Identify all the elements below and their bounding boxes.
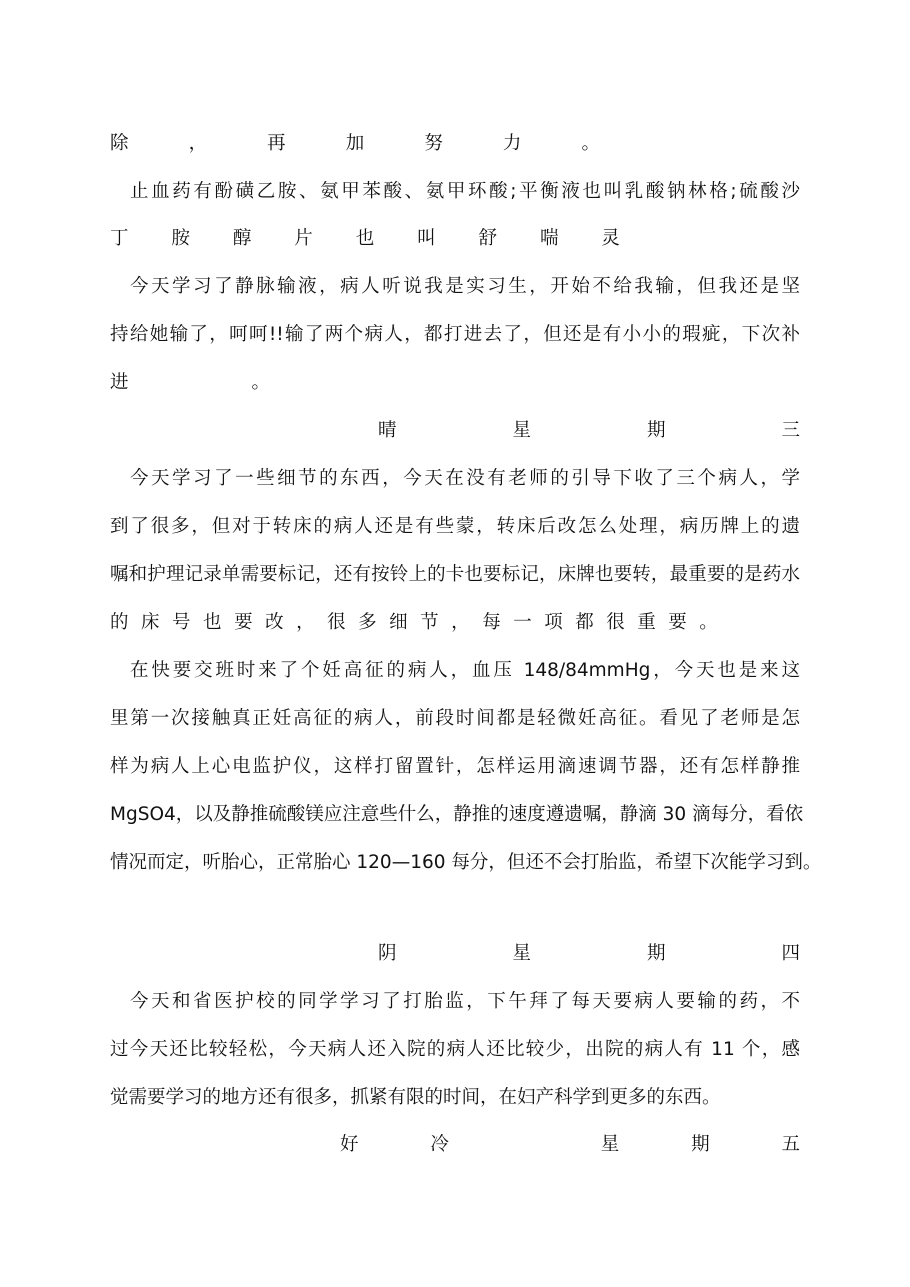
text-line: 过今天还比较轻松，今天病人还入院的病人还比较少，出院的病人有 11 个，感 bbox=[110, 1039, 800, 1060]
char: 叫 bbox=[417, 228, 436, 249]
char: 节 bbox=[420, 612, 439, 633]
char: 。 bbox=[251, 372, 270, 393]
text-line: 在快要交班时来了个妊高征的病人，血压 148/84mmHg，今天也是来这 bbox=[130, 660, 800, 681]
text-line: 今天学习了静脉输液，病人听说我是实习生，开始不给我输，但我还是坚 bbox=[130, 276, 800, 297]
text-line bbox=[110, 603, 718, 643]
char: 力 bbox=[502, 133, 522, 154]
char: 很 bbox=[606, 612, 625, 633]
text-line bbox=[110, 124, 600, 164]
char: 舒 bbox=[478, 228, 498, 249]
char: ， bbox=[451, 612, 470, 633]
date-heading bbox=[378, 411, 800, 451]
char: 。 bbox=[581, 133, 600, 154]
char: ， bbox=[296, 612, 315, 633]
char: 期 bbox=[691, 1134, 710, 1155]
char: 改 bbox=[265, 612, 284, 633]
text-line bbox=[110, 363, 270, 403]
text-line: 今天和省医护校的同学学习了打胎监，下午拜了每天要病人要输的药，不 bbox=[130, 991, 800, 1012]
char: 喘 bbox=[539, 228, 559, 249]
char: 也 bbox=[203, 612, 222, 633]
char: 四 bbox=[781, 943, 800, 964]
char: 项 bbox=[544, 612, 563, 633]
char: 晴 bbox=[378, 420, 397, 441]
text-line: 持给她输了，呵呵!!输了两个病人，都打进去了，但还是有小小的瑕疵，下次补 bbox=[110, 324, 800, 345]
char: 醇 bbox=[232, 228, 252, 249]
char: 都 bbox=[575, 612, 594, 633]
char: 努 bbox=[424, 133, 443, 154]
text-line: 样为病人上心电监护仪，这样打留置针，怎样运用滴速调节器，还有怎样静推 bbox=[110, 756, 800, 777]
char: 重 bbox=[637, 612, 656, 633]
text-line: 止血药有酚磺乙胺、氨甲苯酸、氨甲环酸;平衡液也叫乳酸钠林格;硫酸沙 bbox=[130, 181, 800, 202]
char: 要 bbox=[234, 612, 253, 633]
char: 片 bbox=[294, 228, 313, 249]
char: 每 bbox=[482, 612, 501, 633]
char: 再 bbox=[267, 133, 286, 154]
char: 星 bbox=[600, 1134, 620, 1155]
text-line: 嘱和护理记录单需要标记，还有按铃上的卡也要标记，床牌也要转，最重要的是药水 bbox=[110, 564, 800, 585]
char: 丁 bbox=[110, 228, 129, 249]
date-heading bbox=[340, 1125, 800, 1165]
text-line bbox=[110, 219, 620, 259]
char: 三 bbox=[781, 420, 800, 441]
text-line: 到了很多，但对于转床的病人还是有些蒙，转床后改怎么处理，病历牌上的遗 bbox=[110, 516, 800, 537]
char: ， bbox=[188, 133, 208, 154]
char: 进 bbox=[110, 372, 129, 393]
char: 冷 bbox=[430, 1134, 449, 1155]
char: 好 bbox=[340, 1134, 359, 1155]
char: 的 bbox=[110, 612, 129, 633]
text-line: 情况而定，听胎心，正常胎心 120—160 每分，但还不会打胎监，希望下次能学习到。 bbox=[110, 852, 822, 873]
text-line: 今天学习了一些细节的东西，今天在没有老师的引导下收了三个病人，学 bbox=[130, 468, 800, 489]
char: 床 bbox=[141, 612, 160, 633]
char: 灵 bbox=[601, 228, 620, 249]
char: 星 bbox=[512, 943, 531, 964]
text-line: 里第一次接触真正妊高征的病人，前段时间都是轻微妊高征。看见了老师是怎 bbox=[110, 708, 800, 729]
char: 胺 bbox=[171, 228, 190, 249]
char: 期 bbox=[646, 420, 666, 441]
char: 。 bbox=[699, 612, 718, 633]
char: 多 bbox=[358, 612, 377, 633]
text-line: 觉需要学习的地方还有很多，抓紧有限的时间，在妇产科学到更多的东西。 bbox=[110, 1087, 721, 1108]
date-heading bbox=[378, 934, 800, 974]
char: 阴 bbox=[378, 943, 397, 964]
char: 细 bbox=[389, 612, 408, 633]
char: 一 bbox=[513, 612, 532, 633]
char: 号 bbox=[172, 612, 191, 633]
char: 除 bbox=[110, 133, 129, 154]
text-line: MgSO4，以及静推硫酸镁应注意些什么，静推的速度遵遗嘱，静滴 30 滴每分，看依 bbox=[110, 804, 804, 825]
char: 要 bbox=[668, 612, 687, 633]
char: 也 bbox=[355, 228, 375, 249]
char: 五 bbox=[781, 1134, 800, 1155]
char: 星 bbox=[512, 420, 531, 441]
char: 很 bbox=[327, 612, 346, 633]
char: 加 bbox=[345, 133, 365, 154]
char: 期 bbox=[646, 943, 666, 964]
